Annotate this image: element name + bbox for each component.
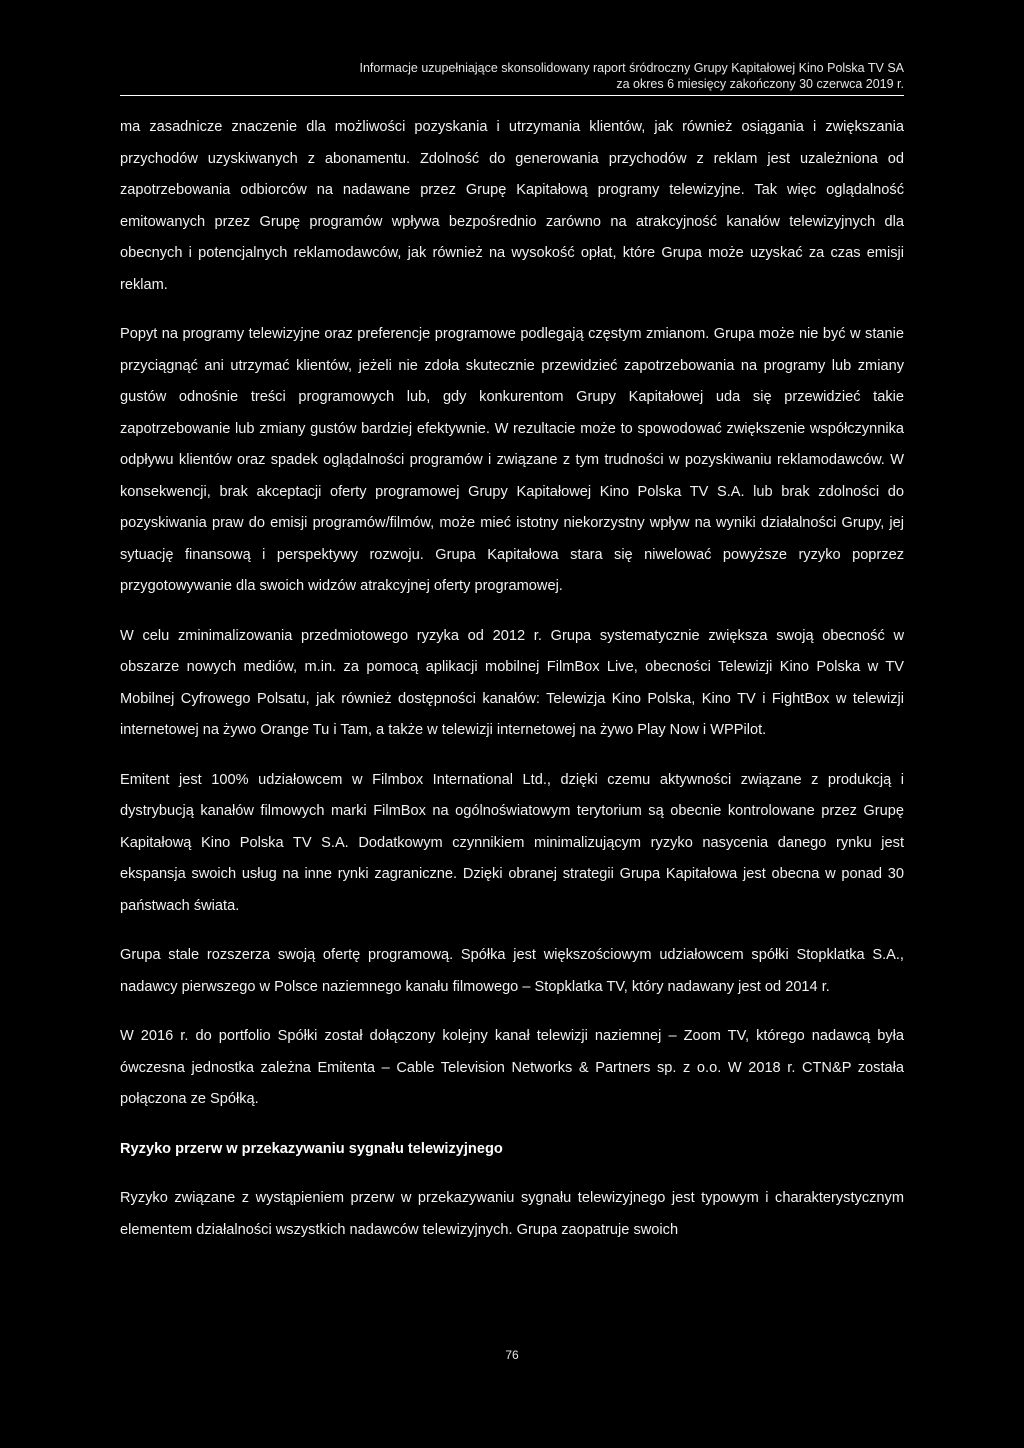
section-heading: Ryzyko przerw w przekazywaniu sygnału telewizyjnego [120, 1140, 503, 1157]
page-body [120, 112, 904, 1246]
paragraph-7: Ryzyko związane z wystąpieniem przerw w przekazywaniu sygnału telewizyjnego jest typowym i charakterystycznym elementem działalności wszystkich nadawców telewizyjnych. Grupa zaopatruje swoich [120, 1190, 904, 1238]
page-number: 76 [505, 1348, 519, 1362]
paragraph-2: Popyt na programy telewizyjne oraz preferencje programowe podlegają częstym zmianom. Grupa może nie być w stanie przyciągnąć ani utrzymać klientów, jeżeli nie zdoła skutecznie przewidzieć zapotrzebowania na programy lub zmiany gustów odnośnie treści programowych lub, gdy konkurentom Grupy Kapitałowej uda się przewidzieć takie zapotrzebowanie lub zmiany gustów bardziej efektywnie. W rezultacie może to spowodować zwiększenie współczynnika odpływu klientów oraz spadek oglądalności programów i związane z tym trudności w pozyskiwaniu reklamodawców. W konsekwencji, brak akceptacji oferty programowej Grupy Kapitałowej Kino Polska TV S.A. lub brak zdolności do pozyskiwania praw do emisji programów/filmów, może mieć istotny niekorzystny wpływ na wyniki działalności Grupy, jej sytuację finansową i perspektywy rozwoju. Grupa Kapitałowa stara się niwelować powyższe ryzyko poprzez przygotowywanie dla swoich widzów atrakcyjnej oferty programowej. [120, 326, 904, 594]
header-report-period: za okres 6 miesięcy zakończony 30 czerwca 2019 r. [616, 77, 904, 91]
paragraph-3: W celu zminimalizowania przedmiotowego ryzyka od 2012 r. Grupa systematycznie zwiększa swoją obecność w obszarze nowych mediów, m.in. za pomocą aplikacji mobilnej FilmBox Live, obecności Telewizji Kino Polska w TV Mobilnej Cyfrowego Polsatu, jak również dostępności kanałów: Telewizja Kino Polska, Kino TV i FightBox w telewizji internetowej na żywo Orange Tu i Tam, a także w telewizji internetowej na żywo Play Now i WPPilot. [120, 627, 904, 738]
paragraph-1: ma zasadnicze znaczenie dla możliwości pozyskania i utrzymania klientów, jak również osiągania i zwiększania przychodów uzyskiwanych z abonamentu. Zdolność do generowania przychodów z reklam jest uzależniona od zapotrzebowania odbiorców na nadawane przez Grupę Kapitałową programy telewizyjne. Tak więc oglądalność emitowanych przez Grupę programów wpływa bezpośrednio zarówno na atrakcyjność kanałów telewizyjnych dla obecnych i potencjalnych reklamodawców, jak również na wysokość opłat, które Grupa może uzyskać za czas emisji reklam. [120, 119, 904, 293]
paragraph-5: Grupa stale rozszerza swoją ofertę programową. Spółka jest większościowym udziałowcem spółki Stopklatka S.A., nadawcy pierwszego w Polsce naziemnego kanału filmowego – Stopklatka TV, który nadawany jest od 2014 r. [120, 947, 904, 995]
paragraph-4: Emitent jest 100% udziałowcem w Filmbox International Ltd., dzięki czemu aktywności związane z produkcją i dystrybucją kanałów filmowych marki FilmBox na ogólnoświatowym terytorium są obecnie kontrolowane przez Grupę Kapitałową Kino Polska TV S.A. Dodatkowym czynnikiem minimalizującym ryzyko nasycenia danego rynku jest ekspansja swoich usług na inne rynki zagraniczne. Dzięki obranej strategii Grupa Kapitałowa jest obecna w ponad 30 państwach świata. [120, 771, 904, 914]
header-divider [120, 95, 904, 96]
paragraph-6: W 2016 r. do portfolio Spółki został dołączony kolejny kanał telewizji naziemnej – Zoom TV, którego nadawcą była ówczesna jednostka zależna Emitenta – Cable Television Networks & Partners sp. z o.o. W 2018 r. CTN&P została połączona ze Spółką. [120, 1028, 904, 1107]
page-header [120, 60, 904, 92]
header-report-title: Informacje uzupełniające skonsolidowany raport śródroczny Grupy Kapitałowej Kino Polska TV SA [359, 61, 904, 75]
